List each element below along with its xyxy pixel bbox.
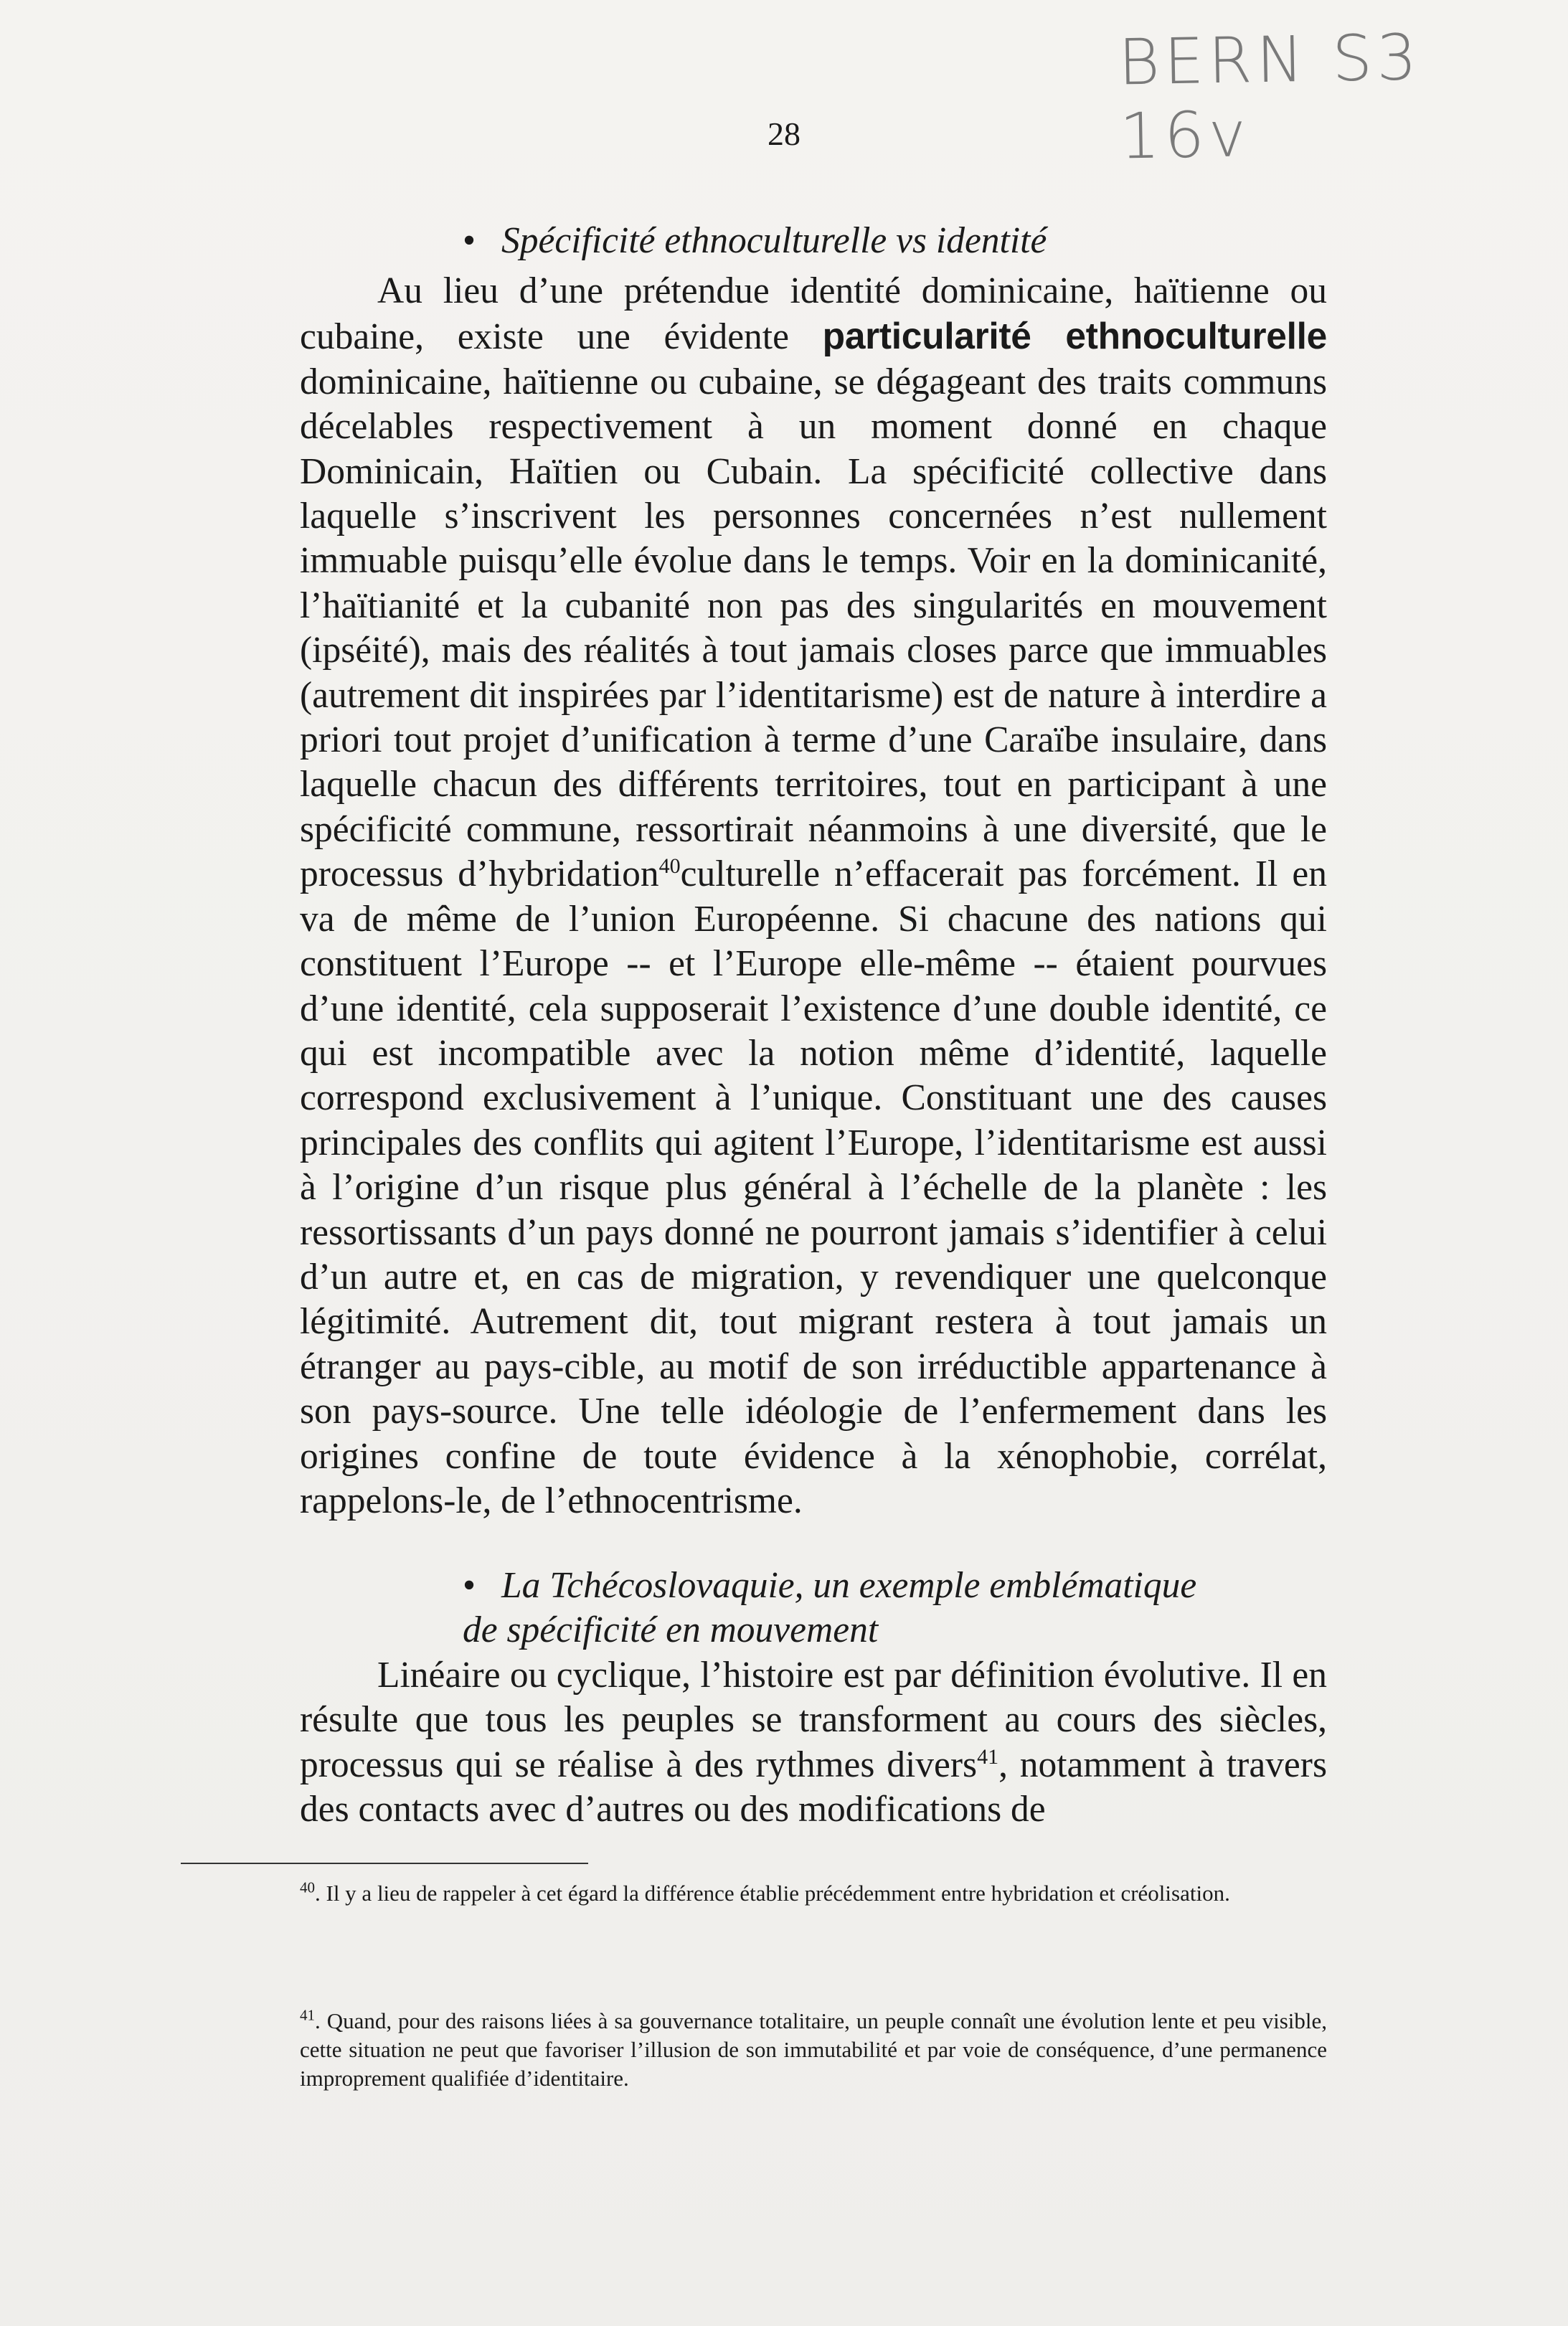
paragraph-text: Linéaire ou cyclique, l’histoire est par définition évolutive. Il en résulte que tous les peuples se transforment au cours des siècles, processus qui se réalise à des rythmes divers [300,1655,1327,1785]
paragraph-text: Au lieu d’une prétendue identité dominicaine, haïtienne ou cubaine, existe une évidente [300,270,1327,358]
footnote-text: . Quand, pour des raisons liées à sa gouvernance totalitaire, un peuple connaît une évolution lente et peu visible, cette situation ne peut que favoriser l’illusion de son immutabilité et par voie de conséquence, d’une permanence improprement qualifiée d’identitaire. [300,2008,1327,2091]
footnote-number: 41 [300,2006,315,2024]
section-heading-line [463,1564,1327,1608]
section-heading-tchecoslovaquie [463,1564,1327,1653]
footnote-40 [300,1879,1327,1908]
section-heading-text: Spécificité ethnoculturelle vs identité [501,220,1047,261]
section-heading-specificite [463,219,1047,263]
page-number: 28 [768,115,800,152]
bullet-icon: • [463,1565,476,1606]
footnote-ref-41[interactable]: 41 [977,1744,999,1769]
footnote-text: . Il y a lieu de rappeler à cet égard la différence établie précédemment entre hybridation et créolisation. [315,1881,1230,1906]
footnote-41 [300,2007,1327,2093]
footnote-divider [181,1863,588,1864]
bold-term: particularité ethnoculturelle [822,315,1328,357]
paragraph-tchecoslovaquie [300,1653,1327,1833]
paragraph-specificite [300,269,1327,1523]
paragraph-text: culturelle n’effacerait pas forcément. Il en va de même de l’union Européenne. Si chacune des nations qui constituent l’Europe -- et l’Europe elle-même -- étaient pourvues d’une identité, cela supposerait l’existence d’une double identité, ce qui est incompatible avec la notion même d’identité, laquelle correspond exclusivement à l’unique. Constituant une des causes principales des conflits qui agitent l’Europe, l’identitarisme est aussi à l’origine d’un risque plus général à l’échelle de la planète : les ressortissants d’un pays donné ne pourront jamais s’identifier à celui d’un autre et, en cas de migration, y revendiquer une quelconque légitimité. Autrement dit, tout migrant restera à tout jamais un étranger au pays-cible, au motif de son irréductible appartenance à son pays-source. Une telle idéologie de l’enfermement dans les origines confine de toute évidence à la xénophobie, corrélat, rappelons-le, de l’ethnocentrisme. [300,854,1327,1521]
footnote-ref-40[interactable]: 40 [658,854,681,879]
footnote-number: 40 [300,1878,315,1896]
archive-reference-handwritten: BERN S3 16v [1118,20,1422,174]
paragraph-text: dominicaine, haïtienne ou cubaine, se dégageant des traits communs décelables respectivement à un moment donné en chaque Dominicain, Haïtien ou Cubain. La spécificité collective dans laquelle s’inscrivent les personnes concernées n’est nullement immuable puisqu’elle évolue dans le temps. Voir en la dominicanité, l’haïtianité et la cubanité non pas des singularités en mouvement (ipséité), mais des réalités à tout jamais closes parce que immuables (autrement dit inspirées par l’identitarisme) est de nature à interdire a priori tout projet d’unification à terme d’une Caraïbe insulaire, dans laquelle chacun des différents territoires, tout en participant à une spécificité commune, ressortirait néanmoins à une diversité, que le processus d’hybridation [300,361,1327,895]
paragraph-text: , notamment à travers des contacts avec d’autres ou des modifications de [300,1744,1327,1830]
section-heading-text: La Tchécoslovaquie, un exemple emblématique [501,1565,1197,1606]
section-heading-line: de spécificité en mouvement [463,1609,879,1650]
bullet-icon: • [463,220,476,261]
